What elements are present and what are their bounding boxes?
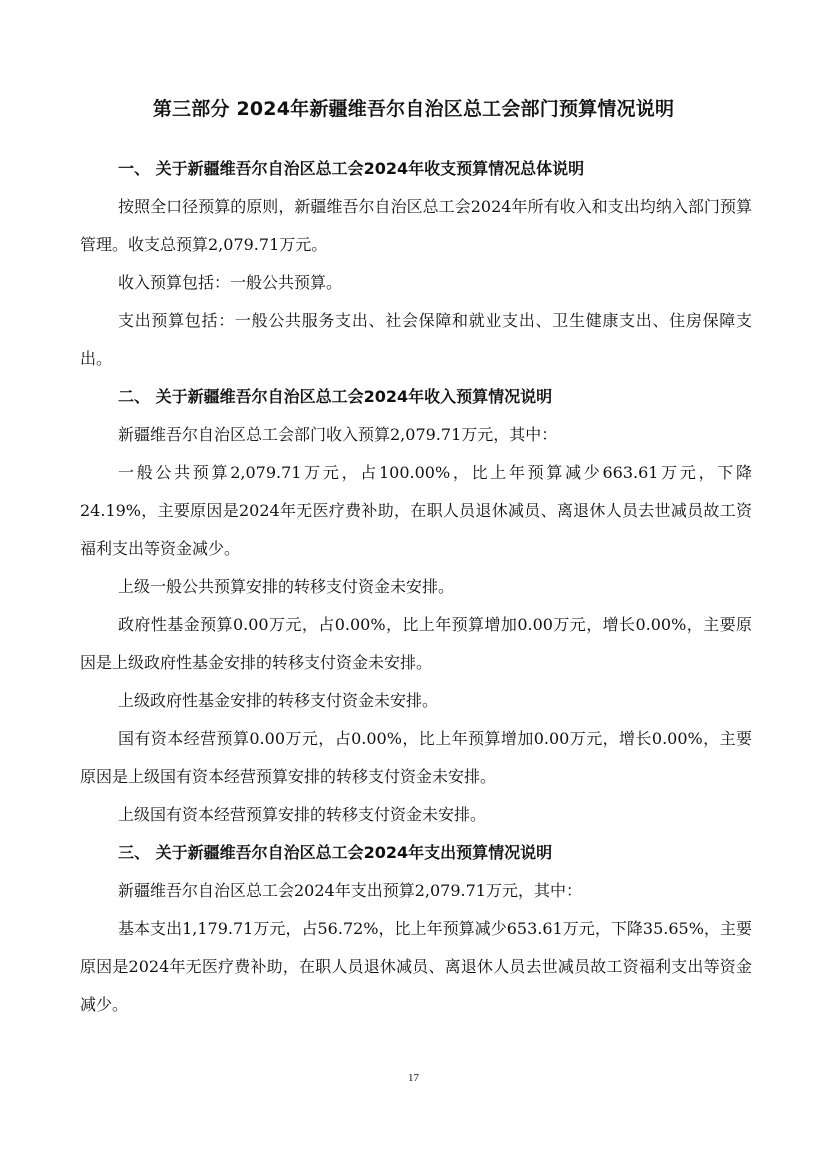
paragraph: 收入预算包括：一般公共预算。 bbox=[118, 273, 343, 292]
document-body bbox=[80, 150, 752, 1024]
section-overall bbox=[80, 150, 752, 378]
paragraph: 一般公共预算2,079.71万元，占100.00%，比上年预算减少663.61万元，下降24.19%，主要原因是2024年无医疗费补助，在职人员退休减员、离退休人员去世减员故工资福利支出等资金减少。 bbox=[80, 463, 752, 558]
section-heading: 二、 关于新疆维吾尔自治区总工会2024年收入预算情况说明 bbox=[118, 387, 553, 406]
paragraph: 上级国有资本经营预算安排的转移支付资金未安排。 bbox=[118, 805, 487, 824]
section-income bbox=[80, 378, 752, 834]
paragraph: 按照全口径预算的原则，新疆维吾尔自治区总工会2024年所有收入和支出均纳入部门预算管理。收支总预算2,079.71万元。 bbox=[80, 197, 752, 254]
paragraph: 新疆维吾尔自治区总工会2024年支出预算2,079.71万元，其中： bbox=[118, 881, 582, 900]
section-expenditure bbox=[80, 834, 752, 1024]
paragraph: 支出预算包括：一般公共服务支出、社会保障和就业支出、卫生健康支出、住房保障支出。 bbox=[80, 311, 752, 368]
paragraph: 政府性基金预算0.00万元，占0.00%，比上年预算增加0.00万元，增长0.00%，主要原因是上级政府性基金安排的转移支付资金未安排。 bbox=[80, 615, 752, 672]
paragraph: 上级政府性基金安排的转移支付资金未安排。 bbox=[118, 691, 439, 710]
paragraph: 国有资本经营预算0.00万元，占0.00%，比上年预算增加0.00万元，增长0.00%，主要原因是上级国有资本经营预算安排的转移支付资金未安排。 bbox=[80, 729, 752, 786]
page-title: 第三部分 2024年新疆维吾尔自治区总工会部门预算情况说明 bbox=[152, 98, 675, 120]
section-heading: 三、 关于新疆维吾尔自治区总工会2024年支出预算情况说明 bbox=[118, 843, 553, 862]
paragraph: 基本支出1,179.71万元，占56.72%，比上年预算减少653.61万元，下降35.65%，主要原因是2024年无医疗费补助，在职人员退休减员、离退休人员去世减员故工资福利支出等资金减少。 bbox=[80, 919, 752, 1014]
section-heading: 一、 关于新疆维吾尔自治区总工会2024年收支预算情况总体说明 bbox=[118, 159, 585, 178]
page-number: 17 bbox=[408, 1072, 419, 1084]
paragraph: 新疆维吾尔自治区总工会部门收入预算2,079.71万元，其中： bbox=[118, 425, 558, 444]
paragraph: 上级一般公共预算安排的转移支付资金未安排。 bbox=[118, 577, 455, 596]
